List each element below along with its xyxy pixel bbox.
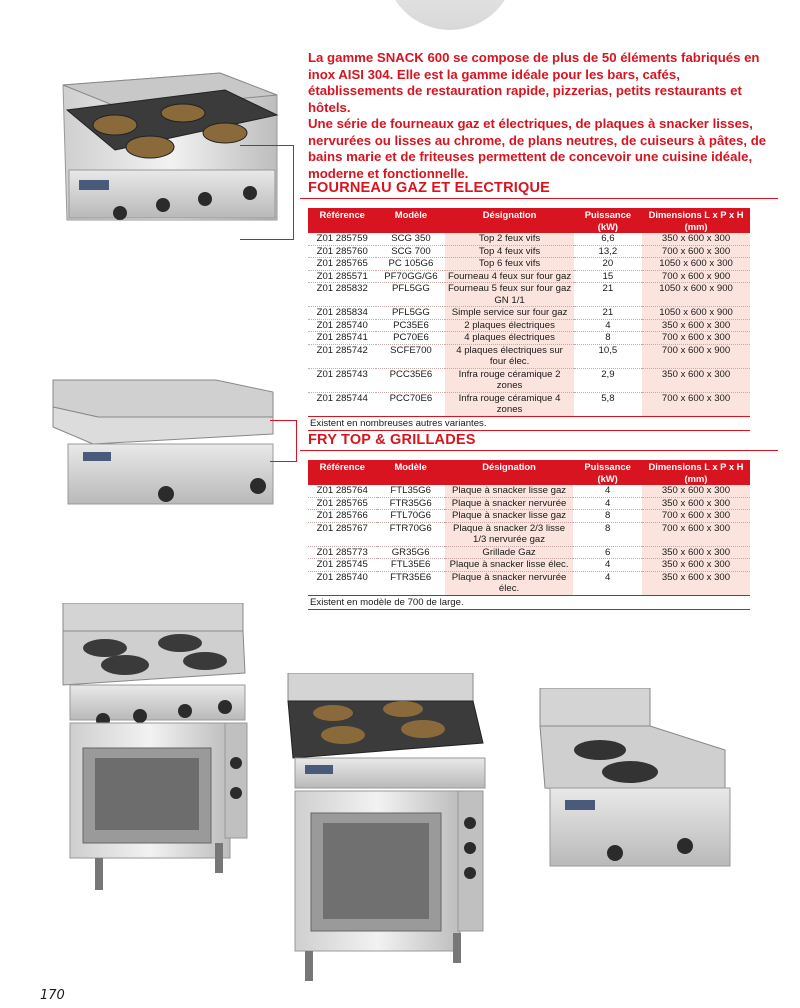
cell-puissance: 4 xyxy=(573,485,642,497)
table-row xyxy=(308,245,750,258)
cell-reference: Z01 285740 xyxy=(308,571,377,595)
cell-designation: Plaque à snacker lisse gaz xyxy=(445,510,574,523)
gas-range-oven-photo xyxy=(283,673,493,983)
cell-dimensions: 350 x 600 x 300 xyxy=(642,233,750,245)
cell-modele: PCC35E6 xyxy=(376,368,445,392)
cell-dimensions: 1050 x 600 x 300 xyxy=(642,258,750,271)
cell-puissance: 5,8 xyxy=(574,392,643,416)
cell-dimensions: 700 x 600 x 300 xyxy=(642,510,750,523)
cell-puissance: 21 xyxy=(574,283,643,307)
cell-dimensions: 1050 x 600 x 900 xyxy=(642,307,750,320)
col-dimensions: Dimensions L x P x H (mm) xyxy=(642,208,750,233)
table-row xyxy=(308,497,750,510)
cell-dimensions: 350 x 600 x 300 xyxy=(642,368,750,392)
col-puissance: Puissance (kW) xyxy=(573,460,642,485)
intro-paragraph-1: La gamme SNACK 600 se compose de plus de 50 éléments fabriqués en inox AISI 304. Elle est la gamme idéale pour les bars, cafés, établissements de restauration rapide, pizzerias, petits restaurants et hôtels. xyxy=(308,50,760,115)
intro-paragraph-2: Une série de fourneaux gaz et électriques, de plaques à snacker lisses, nervurées ou lisses au chrome, de plans neutres, de cuiseurs à pâtes, de bains marie et de friteuses permettent de concevoir une cuisine idéale, moderne et fonctionnelle. xyxy=(308,116,767,181)
cell-reference: Z01 285765 xyxy=(308,497,377,510)
table-row xyxy=(308,233,750,245)
col-reference: Référence xyxy=(308,460,377,485)
cell-puissance: 4 xyxy=(573,497,642,510)
table-note-row xyxy=(308,416,750,431)
cell-designation: Plaque à snacker nervurée élec. xyxy=(445,571,574,595)
cell-dimensions: 350 x 600 x 300 xyxy=(642,571,750,595)
cell-reference: Z01 285744 xyxy=(308,392,376,416)
col-modele: Modèle xyxy=(376,208,445,233)
cell-designation: Plaque à snacker nervurée xyxy=(445,497,574,510)
table-row xyxy=(308,283,750,307)
table-row xyxy=(308,368,750,392)
cell-dimensions: 1050 x 600 x 900 xyxy=(642,283,750,307)
cell-modele: PC35E6 xyxy=(376,319,445,332)
table-row xyxy=(308,559,750,572)
cell-designation: Simple service sur four gaz xyxy=(445,307,573,320)
table-row xyxy=(308,332,750,345)
table-row xyxy=(308,319,750,332)
table-row xyxy=(308,270,750,283)
cell-designation: 4 plaques électriques sur four élec. xyxy=(445,344,573,368)
cell-dimensions: 700 x 600 x 900 xyxy=(642,270,750,283)
electric-two-plates-photo xyxy=(535,688,735,868)
cell-modele: GR35G6 xyxy=(377,546,445,559)
cell-modele: PFL5GG xyxy=(376,283,445,307)
cell-puissance: 6 xyxy=(573,546,642,559)
section-title-fry-top: FRY TOP & GRILLADES xyxy=(308,432,476,448)
table-row xyxy=(308,258,750,271)
table-row xyxy=(308,485,750,497)
cell-puissance: 13,2 xyxy=(574,245,643,258)
intro-text xyxy=(308,50,778,182)
cell-reference: Z01 285743 xyxy=(308,368,376,392)
cell-puissance: 4 xyxy=(573,559,642,572)
cell-reference: Z01 285740 xyxy=(308,319,376,332)
col-dimensions: Dimensions L x P x H (mm) xyxy=(642,460,750,485)
cell-dimensions: 350 x 600 x 300 xyxy=(642,546,750,559)
cell-dimensions: 700 x 600 x 300 xyxy=(642,392,750,416)
cell-designation: Fourneau 5 feux sur four gaz GN 1/1 xyxy=(445,283,573,307)
table-row xyxy=(308,522,750,546)
cell-modele: FTR70G6 xyxy=(377,522,445,546)
cell-dimensions: 350 x 600 x 300 xyxy=(642,497,750,510)
cell-modele: PF70GG/G6 xyxy=(376,270,445,283)
fourneau-table xyxy=(308,208,750,431)
table-note: Existent en nombreuses autres variantes. xyxy=(308,416,750,431)
cell-designation: Grillade Gaz xyxy=(445,546,574,559)
cell-puissance: 20 xyxy=(574,258,643,271)
cell-reference: Z01 285764 xyxy=(308,485,377,497)
cell-puissance: 4 xyxy=(573,571,642,595)
col-puissance: Puissance (kW) xyxy=(574,208,643,233)
fry-top-table xyxy=(308,460,750,610)
connector-bracket-2 xyxy=(270,420,297,462)
cell-designation: Infra rouge céramique 4 zones xyxy=(445,392,573,416)
cell-reference: Z01 285766 xyxy=(308,510,377,523)
cell-modele: SCG 350 xyxy=(376,233,445,245)
cell-reference: Z01 285742 xyxy=(308,344,376,368)
cell-dimensions: 350 x 600 x 300 xyxy=(642,559,750,572)
cell-designation: Top 4 feux vifs xyxy=(445,245,573,258)
cell-reference: Z01 285767 xyxy=(308,522,377,546)
cell-designation: Plaque à snacker lisse gaz xyxy=(445,485,574,497)
cell-designation: Fourneau 4 feux sur four gaz xyxy=(445,270,573,283)
cell-reference: Z01 285571 xyxy=(308,270,376,283)
cell-reference: Z01 285765 xyxy=(308,258,376,271)
cell-modele: PC70E6 xyxy=(376,332,445,345)
decorative-arc xyxy=(385,0,515,30)
cell-puissance: 2,9 xyxy=(574,368,643,392)
cell-modele: FTL35G6 xyxy=(377,485,445,497)
cell-puissance: 21 xyxy=(574,307,643,320)
table-row xyxy=(308,571,750,595)
table-row xyxy=(308,546,750,559)
cell-puissance: 10,5 xyxy=(574,344,643,368)
cell-designation: 2 plaques électriques xyxy=(445,319,573,332)
table-row xyxy=(308,307,750,320)
cell-designation: Top 2 feux vifs xyxy=(445,233,573,245)
table-row xyxy=(308,392,750,416)
section-rule-1 xyxy=(300,198,778,199)
cell-reference: Z01 285759 xyxy=(308,233,376,245)
cell-reference: Z01 285741 xyxy=(308,332,376,345)
cell-reference: Z01 285832 xyxy=(308,283,376,307)
cell-designation: Top 6 feux vifs xyxy=(445,258,573,271)
table-header-row xyxy=(308,208,750,233)
connector-bracket-1 xyxy=(240,145,294,240)
col-modele: Modèle xyxy=(377,460,445,485)
cell-puissance: 6,6 xyxy=(574,233,643,245)
cell-modele: PC 105G6 xyxy=(376,258,445,271)
table-header-row xyxy=(308,460,750,485)
section-rule-2 xyxy=(300,450,778,451)
cell-dimensions: 700 x 600 x 300 xyxy=(642,332,750,345)
page-number: 170 xyxy=(40,988,65,1003)
cell-reference: Z01 285773 xyxy=(308,546,377,559)
cell-reference: Z01 285834 xyxy=(308,307,376,320)
cell-dimensions: 700 x 600 x 300 xyxy=(642,522,750,546)
cell-puissance: 8 xyxy=(573,510,642,523)
electric-range-oven-photo xyxy=(55,603,250,893)
table-row xyxy=(308,510,750,523)
cell-puissance: 8 xyxy=(574,332,643,345)
cell-reference: Z01 285745 xyxy=(308,559,377,572)
cell-designation: Plaque à snacker lisse élec. xyxy=(445,559,574,572)
section-title-fourneau: FOURNEAU GAZ ET ELECTRIQUE xyxy=(308,180,551,196)
table-row xyxy=(308,344,750,368)
cell-reference: Z01 285760 xyxy=(308,245,376,258)
cell-dimensions: 350 x 600 x 300 xyxy=(642,485,750,497)
cell-modele: FTL35E6 xyxy=(377,559,445,572)
cell-modele: FTR35E6 xyxy=(377,571,445,595)
col-designation: Désignation xyxy=(445,208,573,233)
cell-modele: SCG 700 xyxy=(376,245,445,258)
col-designation: Désignation xyxy=(445,460,574,485)
table-note-row xyxy=(308,595,750,610)
cell-puissance: 8 xyxy=(573,522,642,546)
cell-modele: FTL70G6 xyxy=(377,510,445,523)
cell-modele: PCC70E6 xyxy=(376,392,445,416)
cell-modele: FTR35G6 xyxy=(377,497,445,510)
cell-dimensions: 700 x 600 x 900 xyxy=(642,344,750,368)
cell-modele: SCFE700 xyxy=(376,344,445,368)
cell-puissance: 4 xyxy=(574,319,643,332)
cell-dimensions: 700 x 600 x 300 xyxy=(642,245,750,258)
fry-top-photo xyxy=(38,372,278,507)
cell-designation: 4 plaques électriques xyxy=(445,332,573,345)
table-note: Existent en modèle de 700 de large. xyxy=(308,595,750,610)
cell-puissance: 15 xyxy=(574,270,643,283)
cell-modele: PFL5GG xyxy=(376,307,445,320)
cell-designation: Infra rouge céramique 2 zones xyxy=(445,368,573,392)
col-reference: Référence xyxy=(308,208,376,233)
cell-dimensions: 350 x 600 x 300 xyxy=(642,319,750,332)
cell-designation: Plaque à snacker 2/3 lisse 1/3 nervurée gaz xyxy=(445,522,574,546)
